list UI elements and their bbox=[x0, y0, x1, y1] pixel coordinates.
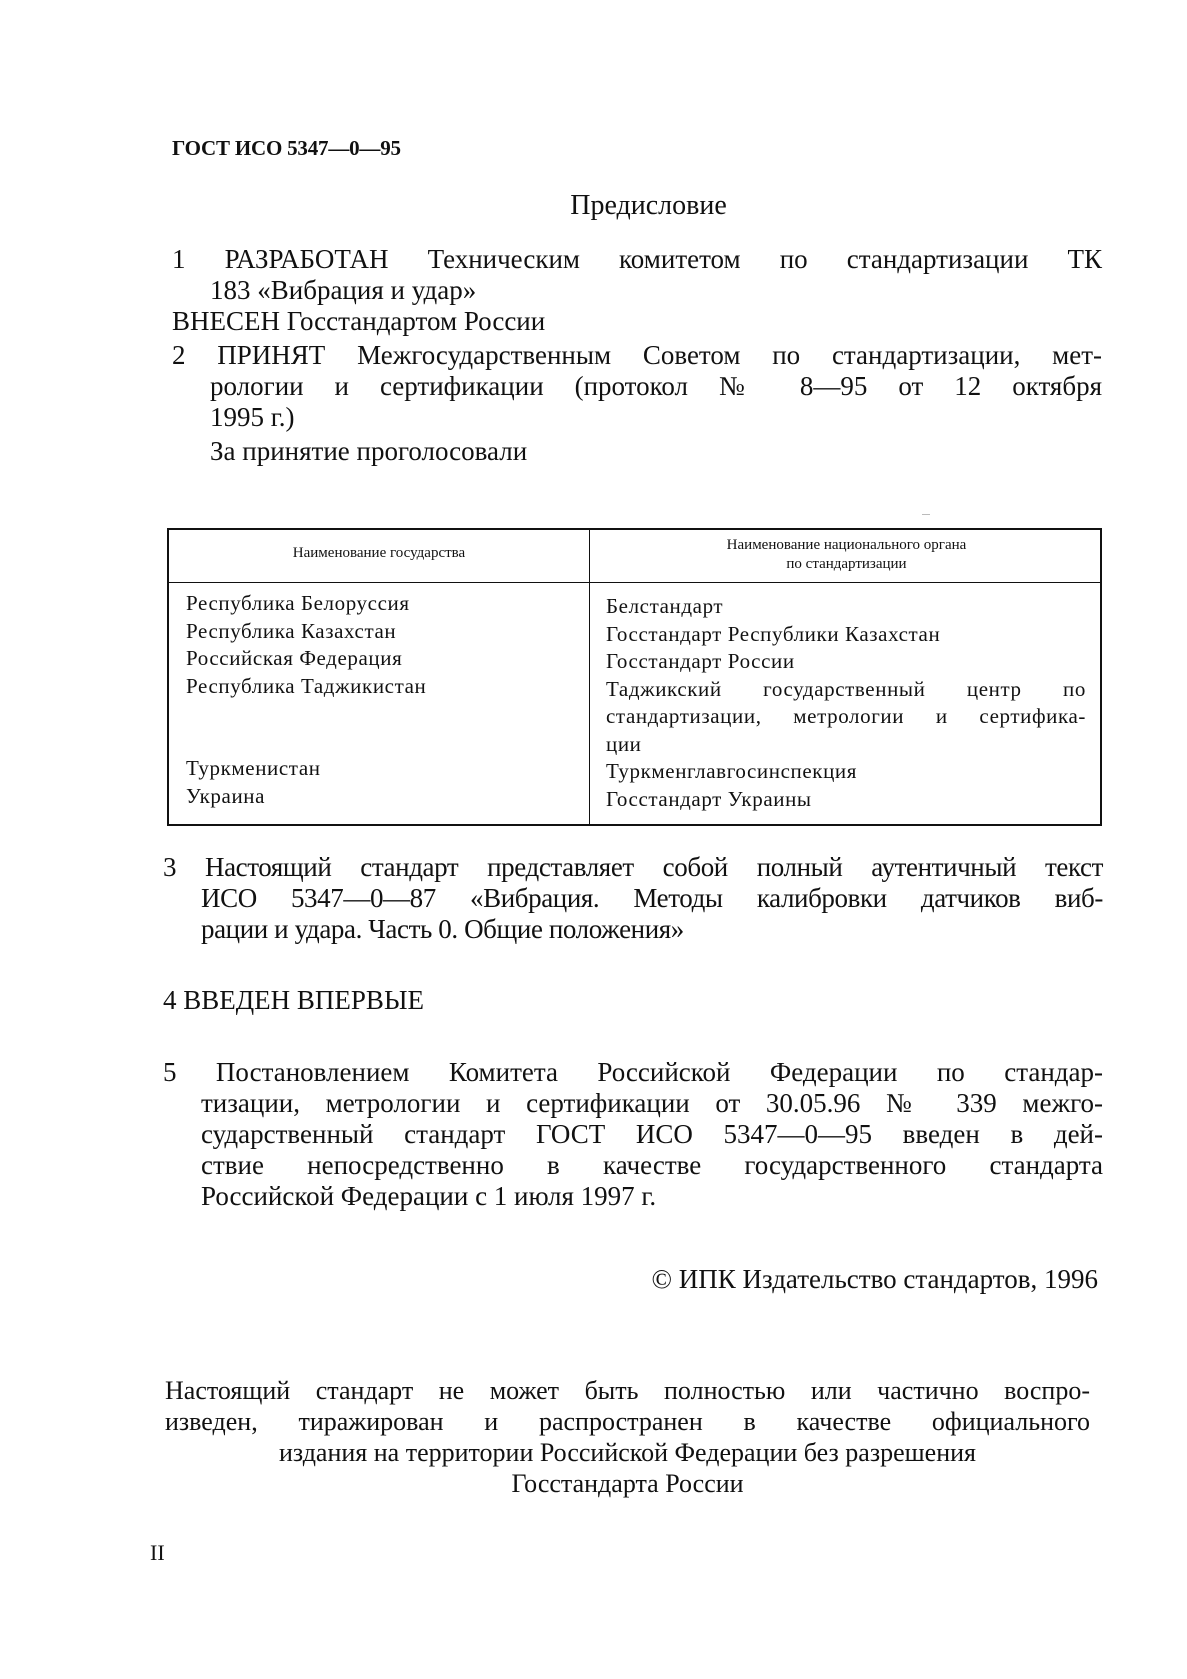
table-cell-state: Республика Казахстан bbox=[186, 618, 397, 643]
table-cell-state: Российская Федерация bbox=[186, 646, 403, 670]
table-header-state bbox=[169, 544, 589, 563]
header-state-text: Наименование государства bbox=[292, 545, 466, 561]
section-3 bbox=[163, 852, 1103, 945]
header-body-text: Наименование национального органа bbox=[726, 537, 967, 553]
section-1-submitted bbox=[172, 306, 1102, 337]
section-1-line: 1 РАЗРАБОТАН Техническим комитетом по стандартизации ТК bbox=[172, 244, 1102, 274]
section-2 bbox=[172, 340, 1102, 467]
scan-mark bbox=[922, 514, 930, 515]
table-cell-body: Белстандарт bbox=[606, 594, 724, 618]
state-list bbox=[186, 590, 581, 810]
section-5-line: сударственный стандарт ГОСТ ИСО 5347—0—95 введен в дей- bbox=[201, 1119, 1103, 1149]
table-cell-body: Госстандарт Республики Казахстан bbox=[606, 621, 941, 646]
body-list bbox=[606, 593, 1086, 813]
table-cell-state: Республика Таджикистан bbox=[186, 673, 427, 698]
section-3-line: ИСО 5347—0—87 «Вибрация. Методы калибровки датчиков виб- bbox=[201, 883, 1103, 913]
table-cell-state: Республика Белоруссия bbox=[186, 591, 410, 615]
voting-states-table bbox=[167, 528, 1102, 826]
section-5-line: тизации, метрологии и сертификации от 30.05.96 № 339 межго- bbox=[201, 1088, 1103, 1118]
table-column-divider bbox=[589, 530, 590, 824]
notice-line: Настоящий стандарт не может быть полностью или частично воспро- bbox=[165, 1376, 1090, 1405]
notice-line: Госстандарта России bbox=[511, 1469, 744, 1498]
table-header-body bbox=[591, 536, 1102, 574]
notice-line: издания на территории Российской Федерации без разрешения bbox=[278, 1438, 977, 1467]
section-4-line: 4 ВВЕДЕН ВПЕРВЫЕ bbox=[163, 985, 424, 1015]
table-header-divider bbox=[169, 582, 1100, 583]
section-5-line: Российской Федерации с 1 июля 1997 г. bbox=[201, 1181, 657, 1211]
reproduction-notice bbox=[165, 1375, 1090, 1499]
section-5-line: ствие непосредственно в качестве государственного стандарта bbox=[201, 1150, 1103, 1180]
header-body-text: по стандартизации bbox=[786, 556, 907, 572]
table-cell-state: Туркменистан bbox=[186, 756, 321, 780]
section-3-line: 3 Настоящий стандарт представляет собой полный аутентичный текст bbox=[163, 852, 1103, 882]
copyright-notice: © ИПК Издательство стандартов, 1996 bbox=[651, 1264, 1098, 1294]
section-3-line: рации и удара. Часть 0. Общие положения» bbox=[201, 914, 684, 944]
table-cell-body: ции bbox=[606, 731, 642, 756]
voted-label: За принятие проголосовали bbox=[210, 436, 528, 466]
table-cell-body: Таджикский государственный центр по bbox=[606, 676, 1086, 701]
notice-line: изведен, тиражирован и распространен в качестве официального bbox=[165, 1407, 1090, 1436]
section-5 bbox=[163, 1057, 1103, 1212]
table-cell-body: Госстандарт России bbox=[606, 649, 795, 673]
page-title: Предисловие bbox=[570, 190, 727, 221]
table-cell-body: Туркменглавгосинспекция bbox=[606, 759, 858, 783]
page-number: II bbox=[150, 1540, 165, 1565]
standard-code-header: ГОСТ ИСО 5347—0—95 bbox=[172, 136, 401, 160]
section-1-line: 183 «Вибрация и удар» bbox=[210, 275, 477, 305]
section-2-line: 1995 г.) bbox=[210, 402, 295, 432]
table-cell-body: Госстандарт Украины bbox=[606, 786, 812, 811]
section-2-line: рологии и сертификации (протокол № 8—95 от 12 октября bbox=[210, 371, 1102, 401]
table-cell-state: Украина bbox=[186, 783, 266, 808]
section-1 bbox=[172, 244, 1102, 306]
section-5-line: 5 Постановлением Комитета Российской Федерации по стандар- bbox=[163, 1057, 1103, 1087]
table-cell-body: стандартизации, метрологии и сертифика- bbox=[606, 704, 1086, 728]
submitted-by-line: ВНЕСЕН Госстандартом России bbox=[172, 306, 546, 336]
section-2-line: 2 ПРИНЯТ Межгосударственным Советом по стандартизации, мет- bbox=[172, 340, 1102, 370]
section-4 bbox=[163, 985, 1103, 1016]
